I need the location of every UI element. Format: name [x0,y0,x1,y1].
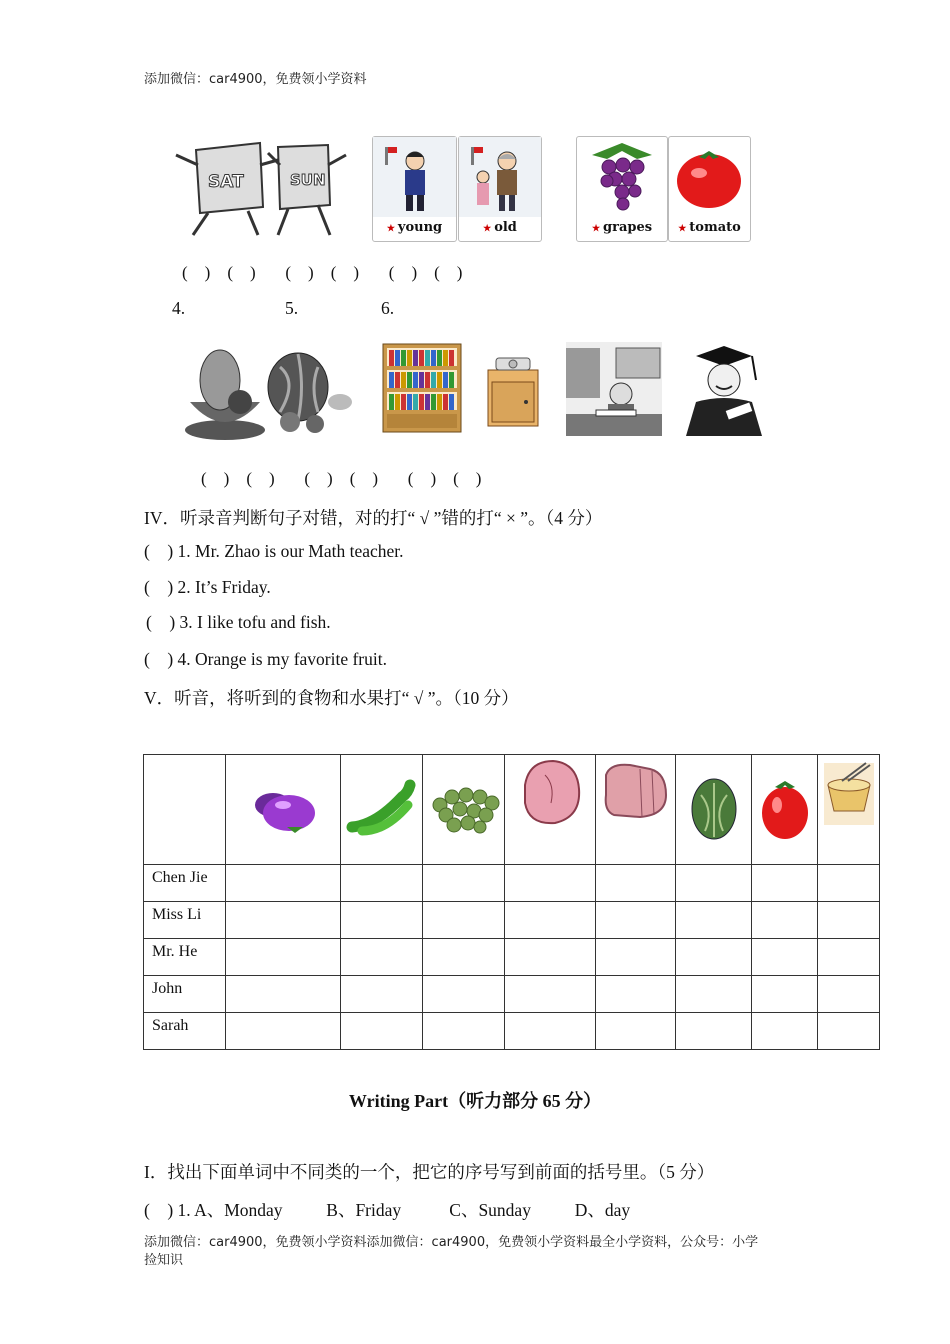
check-cell[interactable] [818,939,880,976]
card-tomato-label: tomato [689,220,741,235]
writing-section-i-title: I．找出下面单词中不同类的一个，把它的序号写到前面的括号里。（5 分） [144,1162,715,1182]
sun-sign-text: SUN [290,171,326,189]
check-cell[interactable] [818,902,880,939]
card-grapes-label: grapes [603,220,653,235]
card-young [372,136,457,242]
green-grapes-icon [423,755,505,865]
number-5: 5. [285,298,299,318]
check-cell[interactable] [341,976,423,1013]
check-cell[interactable] [341,865,423,902]
check-cell[interactable] [423,1013,505,1050]
check-cell[interactable] [752,865,818,902]
section-iv-item-3: ( ) 3. I like tofu and fish. [146,612,331,632]
student-name: John [144,976,226,1013]
pork-icon [596,755,676,865]
check-cell[interactable] [818,976,880,1013]
student-name: Miss Li [144,902,226,939]
star-icon: ★ [386,224,395,234]
check-cell[interactable] [596,902,676,939]
check-cell[interactable] [505,902,596,939]
sat-sun-picture [168,135,358,245]
student-name: Mr. He [144,939,226,976]
answer-parens-row-1: ( ) ( ) ( ) ( ) ( ) ( ) [182,263,463,282]
check-cell[interactable] [505,939,596,976]
check-cell[interactable] [423,939,505,976]
table-row [144,902,880,939]
check-cell[interactable] [596,1013,676,1050]
check-cell[interactable] [341,902,423,939]
check-cell[interactable] [676,939,752,976]
number-6: 6. [381,298,395,318]
answer-parens-row-2: ( ) ( ) ( ) ( ) ( ) ( ) [201,469,482,488]
check-cell[interactable] [752,1013,818,1050]
page-footer-line-2: 捡知识 [144,1253,184,1268]
check-cell[interactable] [752,939,818,976]
check-cell[interactable] [226,939,341,976]
noodles-icon [818,755,880,865]
check-cell[interactable] [818,865,880,902]
check-cell[interactable] [818,1013,880,1050]
check-cell[interactable] [505,865,596,902]
check-cell[interactable] [423,976,505,1013]
card-old [458,136,542,242]
table-row [144,1013,880,1050]
chicken-icon [505,755,596,865]
tomato-icon [752,755,818,865]
bookshelf-picture [382,342,462,434]
check-cell[interactable] [596,865,676,902]
check-cell[interactable] [676,902,752,939]
graduate-picture [676,340,772,436]
card-tomato [668,136,751,242]
table-row [144,976,880,1013]
check-cell[interactable] [226,902,341,939]
section-iv-item-2: ( ) 2. It’s Friday. [144,577,271,597]
check-cell[interactable] [341,1013,423,1050]
section-v-title: V．听音，将听到的食物和水果打“ √ ”。（10 分） [144,688,519,708]
star-icon: ★ [678,224,687,234]
vegetables-fruit-basket-picture [180,342,360,442]
writing-part-title: Writing Part（听力部分 65 分） [348,1091,602,1111]
check-cell[interactable] [752,902,818,939]
card-young-label: young [397,220,443,235]
student-name: Sarah [144,1013,226,1050]
page-header: 添加微信：car4900，免费领小学资料 [144,72,367,87]
cabbage-icon [676,755,752,865]
check-cell[interactable] [596,976,676,1013]
check-cell[interactable] [226,976,341,1013]
check-cell[interactable] [505,1013,596,1050]
writing-question-1: ( ) 1. A、Monday B、Friday C、Sunday D、day [144,1200,631,1220]
check-cell[interactable] [341,939,423,976]
teacher-desk-picture [566,342,662,436]
student-name: Chen Jie [144,865,226,902]
star-icon: ★ [483,224,492,234]
eggplant-icon [226,755,341,865]
table-row [144,939,880,976]
check-cell[interactable] [596,939,676,976]
table-row [144,865,880,902]
phone-cabinet-picture [482,352,544,428]
section-iv-item-4: ( ) 4. Orange is my favorite fruit. [144,649,387,669]
star-icon: ★ [591,224,601,234]
green-beans-icon [341,755,423,865]
check-cell[interactable] [226,1013,341,1050]
check-cell[interactable] [676,976,752,1013]
check-cell[interactable] [752,976,818,1013]
card-grapes [576,136,668,242]
section-iv-item-1: ( ) 1. Mr. Zhao is our Math teacher. [144,541,404,561]
check-cell[interactable] [505,976,596,1013]
check-cell[interactable] [423,902,505,939]
check-cell[interactable] [226,865,341,902]
page-footer-line-1: 添加微信：car4900，免费领小学资料添加微信：car4900，免费领小学资料最全小学资料，公众号：小学 [144,1235,759,1250]
sat-sign-text: SAT [208,172,244,192]
section-iv-title: IV．听录音判断句子对错，对的打“ √ ”错的打“ × ”。（4 分） [144,508,603,528]
card-old-label: old [494,220,517,235]
food-checklist-table [143,754,880,1050]
check-cell[interactable] [676,1013,752,1050]
number-4: 4. [172,298,186,318]
check-cell[interactable] [423,865,505,902]
check-cell[interactable] [676,865,752,902]
